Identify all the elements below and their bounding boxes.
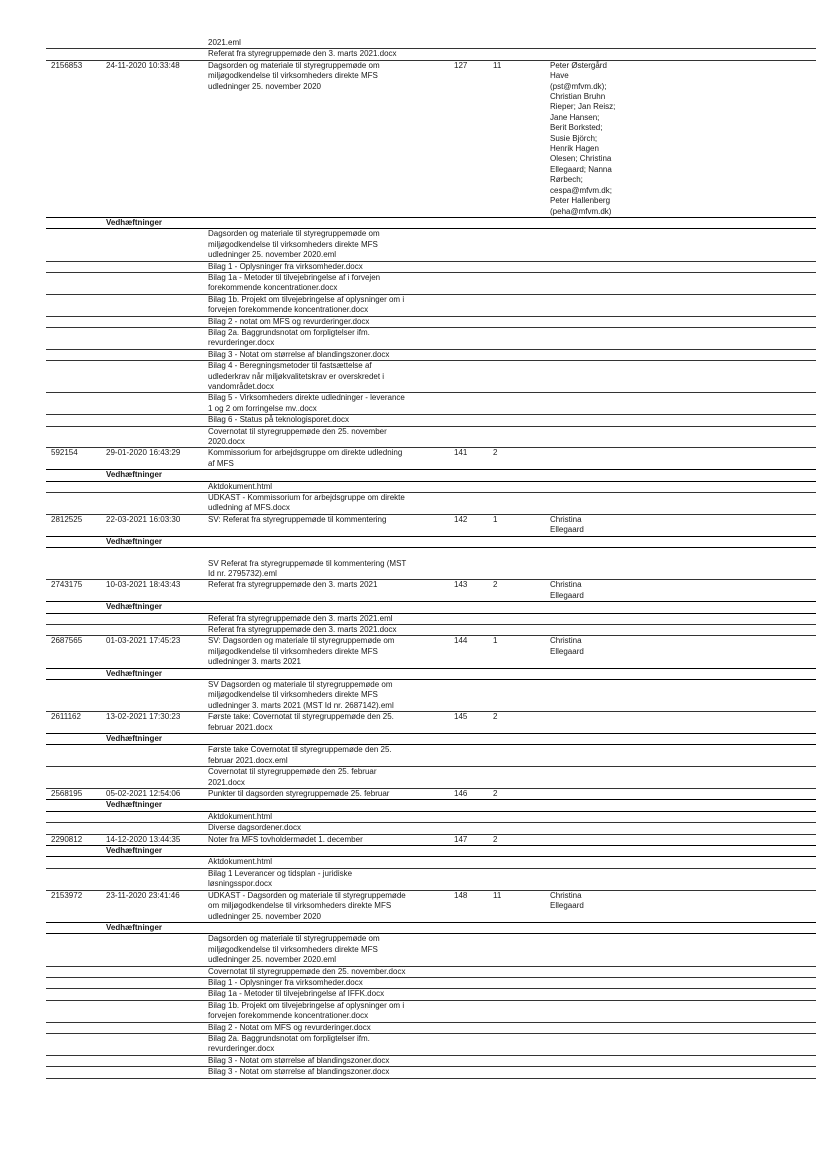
attachment-name: Bilag 1a - Metoder til tilvejebringelse af i forvejen forekommende koncentrationer.docx [208, 272, 381, 293]
attachment-row [46, 548, 816, 580]
blank-cell [106, 680, 208, 711]
attachment-name: Covernotat til styregruppemøde den 25. november.docx [208, 966, 406, 976]
blank-cell [46, 745, 106, 766]
attachment-name: Bilag 3 - Notat om størrelse af blandingszoner.docx [208, 1055, 390, 1065]
blank-cell [106, 989, 208, 999]
blank-cell [106, 393, 208, 414]
blank-cell [106, 361, 208, 392]
record-number: 145 [454, 712, 468, 722]
blank-cell [106, 427, 208, 448]
attachment-row [46, 1056, 816, 1067]
attachment-row [46, 317, 816, 328]
blank-cell [46, 625, 106, 635]
record-row [46, 515, 816, 537]
blank-cell [106, 812, 208, 822]
attachments-header-row [46, 218, 816, 229]
attachment-row [46, 427, 816, 449]
blank-cell [46, 1056, 106, 1066]
record-number: 127 [454, 60, 468, 70]
blank-cell [46, 734, 106, 744]
record-date: 05-02-2021 12:54:06 [106, 789, 181, 799]
record-title: Referat fra styregruppemøde den 3. marts 2021 [208, 580, 378, 590]
attachment-row [46, 49, 816, 60]
attachment-name: Bilag 4 - Beregningsmetoder til fastsættelse af udlederkrav når miljøkvalitetskrav er overskredet i vandområdet.docx [208, 361, 385, 391]
record-count: 2 [493, 712, 498, 722]
record-id: 2153972 [51, 890, 83, 900]
record-title: SV: Dagsorden og materiale til styregruppemøde om miljøgodkendelse til virksomheders direkte MFS udledninger 3. marts 2021 [208, 636, 395, 667]
attachments-header-row [46, 923, 816, 934]
record-title: Kommissorium for arbejdsgruppe om direkte udledning af MFS [208, 448, 403, 468]
attachment-row [46, 393, 816, 415]
blank-cell [46, 978, 106, 988]
attachment-name: Bilag 2a. Baggrundsnotat om forpligtelser ifm. revurderinger.docx [208, 327, 370, 348]
record-recipients: Christina Ellegaard [550, 514, 584, 535]
attachment-row [46, 978, 816, 989]
attachments-label: Vedhæftninger [106, 217, 163, 227]
record-title: Punkter til dagsorden styregruppemøde 25. februar [208, 789, 390, 799]
blank-cell [46, 229, 106, 260]
record-row [46, 636, 816, 668]
blank-cell [106, 1034, 208, 1055]
attachment-row [46, 415, 816, 426]
attachments-header-row [46, 734, 816, 745]
attachment-name: Covernotat til styregruppemøde den 25. februar 2021.docx [208, 767, 377, 787]
blank-cell [46, 934, 106, 965]
attachment-name: Bilag 2 - notat om MFS og revurderinger.docx [208, 316, 370, 326]
attachments-label: Vedhæftninger [106, 734, 163, 743]
record-date: 29-01-2020 16:43:29 [106, 448, 181, 458]
blank-cell [46, 218, 106, 228]
record-number: 141 [454, 448, 468, 458]
blank-cell [106, 229, 208, 260]
record-recipients: Christina Ellegaard [550, 580, 584, 600]
blank-cell [106, 49, 208, 59]
attachment-name: Referat fra styregruppemøde den 3. marts 2021.docx [208, 49, 397, 59]
blank-cell [46, 295, 106, 316]
blank-cell [46, 361, 106, 392]
blank-cell [46, 1067, 106, 1077]
attachments-header-row [46, 537, 816, 548]
attachment-row [46, 989, 816, 1000]
attachment-name: Dagsorden og materiale til styregruppemøde om miljøgodkendelse til virksomheders direkte MFS udledninger 25. november 2020.eml [208, 934, 380, 965]
attachment-row [46, 869, 816, 891]
blank-cell [46, 537, 106, 547]
attachments-label: Vedhæftninger [106, 668, 163, 678]
blank-cell [46, 470, 106, 480]
record-date: 13-02-2021 17:30:23 [106, 712, 181, 722]
blank-cell [46, 812, 106, 822]
blank-cell [46, 967, 106, 977]
attachments-header-row [46, 602, 816, 613]
attachments-label: Vedhæftninger [106, 800, 163, 810]
record-title: SV: Referat fra styregruppemøde til kommentering [208, 514, 387, 524]
attachments-header-row [46, 669, 816, 680]
attachment-name: UDKAST - Kommissorium for arbejdsgruppe om direkte udledning af MFS.docx [208, 493, 405, 513]
blank-cell [106, 1067, 208, 1077]
attachment-name: 2021.eml [208, 38, 241, 47]
record-row [46, 835, 816, 846]
blank-cell [106, 1056, 208, 1066]
attachments-header-row [46, 846, 816, 857]
attachment-row [46, 767, 816, 789]
record-id: 2743175 [51, 580, 83, 590]
attachments-label: Vedhæftninger [106, 602, 163, 612]
attachment-row [46, 350, 816, 361]
blank-cell [46, 493, 106, 514]
attachment-name: Bilag 5 - Virksomheders direkte udledninger - leverance 1 og 2 om forringelse mv..docx [208, 393, 405, 413]
record-row [46, 448, 816, 470]
blank-cell [106, 482, 208, 492]
blank-cell [106, 745, 208, 766]
attachment-row [46, 823, 816, 834]
blank-cell [106, 978, 208, 988]
attachments-label: Vedhæftninger [106, 536, 163, 546]
record-count: 2 [493, 789, 498, 799]
blank-cell [46, 38, 106, 48]
blank-cell [106, 38, 208, 48]
attachments-label: Vedhæftninger [106, 846, 163, 856]
blank-cell [46, 869, 106, 890]
attachment-name: Bilag 1 - Oplysninger fra virksomheder.docx [208, 977, 363, 987]
attachment-name: Referat fra styregruppemøde den 3. marts 2021.eml [208, 613, 393, 623]
blank-cell [106, 273, 208, 294]
blank-cell [106, 317, 208, 327]
record-id: 592154 [51, 448, 78, 458]
attachment-name: Bilag 1a - Metoder til tilvejebringelse af IFFK.docx [208, 989, 385, 999]
attachments-label: Vedhæftninger [106, 470, 163, 480]
blank-cell [46, 1023, 106, 1033]
blank-cell [46, 482, 106, 492]
attachment-row [46, 967, 816, 978]
attachment-name: Bilag 6 - Status på teknologisporet.docx [208, 415, 349, 425]
blank-cell [106, 614, 208, 624]
record-row [46, 789, 816, 800]
blank-cell [46, 1001, 106, 1022]
blank-cell [46, 317, 106, 327]
attachment-row [46, 229, 816, 261]
record-count: 1 [493, 636, 498, 646]
record-number: 147 [454, 834, 468, 844]
record-row [46, 891, 816, 923]
attachment-row [46, 1034, 816, 1056]
attachment-name: Første take Covernotat til styregruppemøde den 25. februar 2021.docx.eml [208, 745, 392, 765]
record-date: 14-12-2020 13:44:35 [106, 834, 181, 844]
attachment-name: Bilag 1 - Oplysninger fra virksomheder.docx [208, 261, 363, 271]
attachment-row [46, 1067, 816, 1078]
record-recipients [550, 448, 650, 469]
attachment-name: Bilag 2 - Notat om MFS og revurderinger.docx [208, 1022, 371, 1032]
blank-cell [106, 767, 208, 788]
record-recipients [550, 712, 650, 733]
blank-cell [46, 49, 106, 59]
record-date: 24-11-2020 10:33:48 [106, 60, 180, 70]
attachment-name: Bilag 2a. Baggrundsnotat om forpligtelser ifm. revurderinger.docx [208, 1033, 370, 1054]
record-id: 2812525 [51, 514, 83, 524]
attachment-row [46, 745, 816, 767]
attachment-row [46, 38, 816, 49]
blank-cell [46, 846, 106, 856]
attachment-row [46, 482, 816, 493]
attachment-name: Bilag 1b. Projekt om tilvejebringelse af oplysninger om i forvejen forekommende koncentrationer.docx [208, 294, 405, 315]
blank-cell [106, 857, 208, 867]
attachment-name: Aktdokument.html [208, 857, 273, 867]
record-title: UDKAST - Dagsorden og materiale til styregruppemøde om miljøgodkendelse til virksomheders direkte MFS udledninger 25. november 2020 [208, 890, 406, 921]
blank-cell [46, 614, 106, 624]
record-row [46, 61, 816, 218]
record-date: 22-03-2021 16:03:30 [106, 514, 181, 524]
blank-cell [106, 1001, 208, 1022]
attachment-name: Referat fra styregruppemøde den 3. marts 2021.docx [208, 624, 397, 634]
attachment-row [46, 857, 816, 868]
blank-cell [46, 328, 106, 349]
blank-cell [46, 548, 106, 579]
attachment-row [46, 328, 816, 350]
attachment-row [46, 361, 816, 393]
blank-cell [106, 295, 208, 316]
record-number: 143 [454, 580, 468, 590]
record-date: 01-03-2021 17:45:23 [106, 636, 181, 646]
record-id: 2568195 [51, 789, 83, 799]
record-recipients: Peter Østergård Have (pst@mfvm.dk); Christian Bruhn Rieper; Jan Reisz; Jane Hansen; Berit Borksted; Susie Björch; Henrik Hagen Olesen; Christina Ellegaard; Nanna Rørbech; cespa@mfvm.dk; Peter Hallenberg (peha@mfvm.dk) [550, 60, 616, 216]
record-id: 2156853 [51, 60, 83, 70]
record-count: 2 [493, 834, 498, 844]
record-date: 10-03-2021 18:43:43 [106, 580, 181, 590]
record-recipients [550, 789, 650, 799]
attachments-header-row [46, 800, 816, 811]
attachments-header-row [46, 470, 816, 481]
blank-cell [46, 350, 106, 360]
record-count: 2 [493, 448, 498, 458]
attachment-row [46, 680, 816, 712]
record-id: 2290812 [51, 834, 83, 844]
record-recipients [550, 835, 650, 845]
record-count: 11 [493, 890, 502, 900]
record-recipients: Christina Ellegaard [550, 890, 584, 911]
record-row [46, 712, 816, 734]
blank-cell [46, 989, 106, 999]
record-title: Dagsorden og materiale til styregruppemøde om miljøgodkendelse til virksomheders direkte MFS udledninger 25. november 2020 [208, 60, 380, 91]
record-title: Noter fra MFS tovholdermødet 1. december [208, 834, 363, 844]
blank-cell [106, 350, 208, 360]
attachment-row [46, 614, 816, 625]
attachment-row [46, 262, 816, 273]
blank-cell [106, 548, 208, 579]
attachment-name: Covernotat til styregruppemøde den 25. november 2020.docx [208, 426, 387, 447]
record-id: 2687565 [51, 636, 83, 646]
record-number: 142 [454, 514, 468, 524]
blank-cell [46, 415, 106, 425]
attachment-row [46, 812, 816, 823]
attachment-name: Diverse dagsordener.docx [208, 823, 301, 833]
blank-cell [46, 602, 106, 612]
attachments-label: Vedhæftninger [106, 922, 163, 932]
attachment-row [46, 273, 816, 295]
blank-cell [46, 680, 106, 711]
blank-cell [106, 823, 208, 833]
attachment-name: Bilag 3 - Notat om størrelse af blandingszoner.docx [208, 349, 390, 359]
record-number: 144 [454, 636, 468, 646]
attachment-row [46, 1023, 816, 1034]
record-recipients: Christina Ellegaard [550, 636, 584, 656]
blank-cell [46, 800, 106, 810]
blank-cell [46, 923, 106, 933]
blank-cell [46, 1034, 106, 1055]
blank-cell [46, 262, 106, 272]
blank-cell [106, 493, 208, 514]
blank-cell [46, 669, 106, 679]
document-table [46, 38, 816, 1079]
blank-cell [46, 857, 106, 867]
blank-cell [106, 967, 208, 977]
attachment-name: SV Referat fra styregruppemøde til kommentering (MST Id nr. 2795732).eml [208, 558, 407, 578]
attachment-name: SV Dagsorden og materiale til styregruppemøde om miljøgodkendelse til virksomheders direkte MFS udledninger 3. marts 2021 (MST Id nr. 2687142).eml [208, 679, 394, 710]
blank-cell [46, 823, 106, 833]
record-id: 2611162 [51, 712, 81, 722]
blank-cell [106, 934, 208, 965]
record-count: 1 [493, 514, 498, 524]
attachment-row [46, 625, 816, 636]
attachment-name: Dagsorden og materiale til styregruppemøde om miljøgodkendelse til virksomheders direkte MFS udledninger 25. november 2020.eml [208, 229, 380, 260]
blank-cell [106, 625, 208, 635]
blank-cell [46, 273, 106, 294]
record-title: Første take: Covernotat til styregruppemøde den 25. februar 2021.docx [208, 712, 394, 732]
attachment-name: Aktdokument.html [208, 481, 273, 491]
attachment-name: Bilag 1b. Projekt om tilvejebringelse af oplysninger om i forvejen forekommende koncentrationer.docx [208, 1000, 405, 1021]
attachment-name: Aktdokument.html [208, 811, 273, 821]
blank-cell [46, 393, 106, 414]
attachment-name: Bilag 3 - Notat om størrelse af blandingszoner.docx [208, 1067, 390, 1077]
attachment-row [46, 934, 816, 966]
blank-cell [106, 328, 208, 349]
attachment-row [46, 493, 816, 515]
blank-cell [106, 1023, 208, 1033]
blank-cell [106, 869, 208, 890]
blank-cell [46, 427, 106, 448]
record-count: 2 [493, 580, 498, 590]
attachment-row [46, 1001, 816, 1023]
attachment-row [46, 295, 816, 317]
blank-cell [46, 767, 106, 788]
record-date: 23-11-2020 23:41:46 [106, 890, 180, 900]
blank-cell [106, 262, 208, 272]
record-row [46, 580, 816, 602]
blank-cell [106, 415, 208, 425]
record-number: 146 [454, 789, 468, 799]
record-number: 148 [454, 890, 468, 900]
attachment-name: Bilag 1 Leverancer og tidsplan - juridiske løsningsspor.docx [208, 868, 353, 889]
record-count: 11 [493, 60, 502, 70]
